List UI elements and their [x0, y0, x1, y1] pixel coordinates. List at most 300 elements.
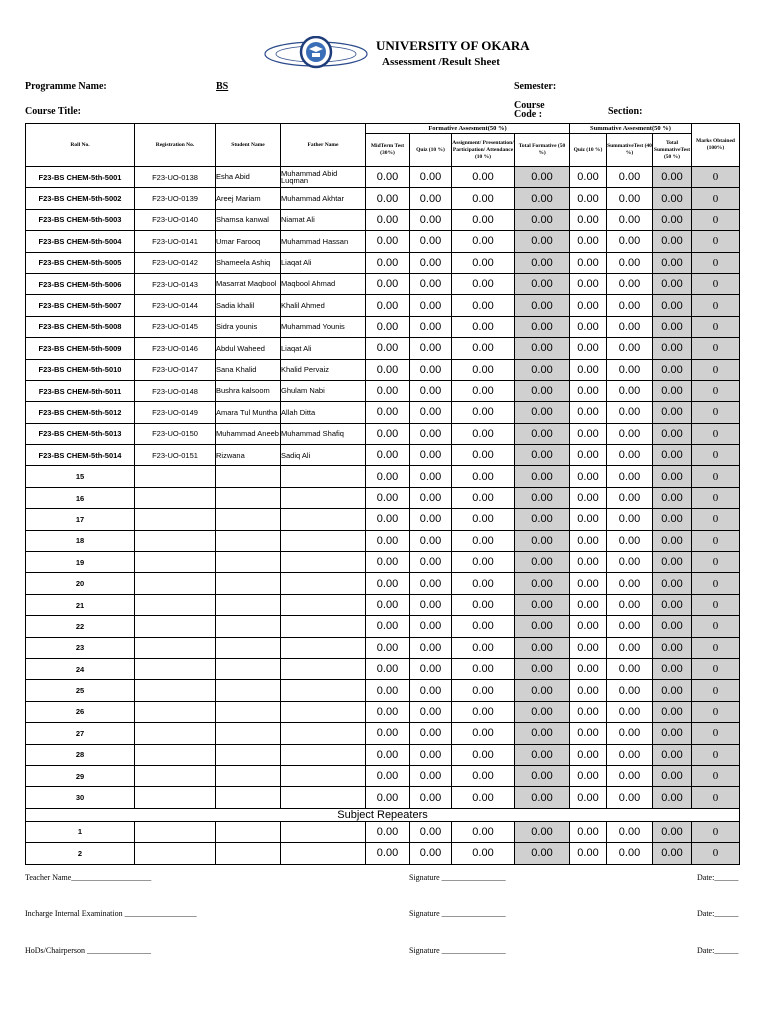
- roll-no-cell: 26: [26, 701, 135, 722]
- quiz-s-cell: 0.00: [570, 744, 607, 765]
- father-name-cell: [281, 637, 366, 658]
- roll-no-cell: F23-BS CHEM-5th-5013: [26, 423, 135, 444]
- total-formative-cell: 0.00: [515, 295, 570, 316]
- total-summative-cell: 0.00: [653, 723, 692, 744]
- student-rows: [26, 167, 740, 865]
- assignment-cell: 0.00: [452, 445, 515, 466]
- registration-no-cell: F23-UO-0142: [135, 252, 216, 273]
- midterm-cell: 0.00: [366, 466, 410, 487]
- total-summative-cell: 0.00: [653, 616, 692, 637]
- total-summative-cell: 0.00: [653, 295, 692, 316]
- quiz-s-cell: 0.00: [570, 765, 607, 786]
- marks-obtained-cell: 0: [692, 380, 740, 401]
- father-name-cell: Muhammad Younis: [281, 316, 366, 337]
- summative-test-cell: 0.00: [607, 252, 653, 273]
- total-summative-cell: 0.00: [653, 466, 692, 487]
- incharge-signature-line: Signature ________________: [409, 909, 506, 918]
- student-name-cell: Shamsa kanwal: [216, 209, 281, 230]
- quiz-s-cell: 0.00: [570, 723, 607, 744]
- assignment-cell: 0.00: [452, 188, 515, 209]
- midterm-cell: 0.00: [366, 167, 410, 188]
- summative-test-cell: 0.00: [607, 273, 653, 294]
- student-name-cell: Sana Khalid: [216, 359, 281, 380]
- registration-no-cell: [135, 594, 216, 615]
- roll-no-cell: F23-BS CHEM-5th-5001: [26, 167, 135, 188]
- assignment-cell: 0.00: [452, 380, 515, 401]
- table-row: [26, 295, 740, 316]
- student-name-cell: [216, 637, 281, 658]
- marks-obtained-cell: 0: [692, 445, 740, 466]
- summative-test-cell: 0.00: [607, 787, 653, 808]
- midterm-cell: 0.00: [366, 252, 410, 273]
- student-name-cell: [216, 573, 281, 594]
- table-row: [26, 423, 740, 444]
- registration-no-cell: F23-UO-0147: [135, 359, 216, 380]
- quiz-f-cell: 0.00: [410, 423, 452, 444]
- marks-obtained-cell: 0: [692, 359, 740, 380]
- midterm-cell: 0.00: [366, 701, 410, 722]
- quiz-f-cell: 0.00: [410, 701, 452, 722]
- section-label: Section:: [608, 106, 643, 117]
- quiz-f-cell: 0.00: [410, 658, 452, 679]
- table-row: [26, 723, 740, 744]
- quiz-s-cell: 0.00: [570, 167, 607, 188]
- midterm-cell: 0.00: [366, 423, 410, 444]
- table-row: [26, 637, 740, 658]
- registration-no-cell: F23-UO-0149: [135, 402, 216, 423]
- student-name-cell: Sadia khalil: [216, 295, 281, 316]
- marks-obtained-cell: 0: [692, 252, 740, 273]
- marks-obtained-cell: 0: [692, 402, 740, 423]
- student-name-cell: [216, 680, 281, 701]
- student-name-cell: Masarrat Maqbool: [216, 273, 281, 294]
- quiz-f-cell: 0.00: [410, 594, 452, 615]
- table-row: [26, 167, 740, 188]
- midterm-cell: 0.00: [366, 552, 410, 573]
- col-total-summative: Total SummativeTest (50 %): [653, 134, 692, 167]
- assignment-cell: 0.00: [452, 295, 515, 316]
- father-name-cell: Liaqat Ali: [281, 338, 366, 359]
- roll-no-cell: 17: [26, 509, 135, 530]
- sheet-subtitle: Assessment /Result Sheet: [382, 56, 500, 68]
- total-summative-cell: 0.00: [653, 487, 692, 508]
- marks-obtained-cell: 0: [692, 530, 740, 551]
- total-formative-cell: 0.00: [515, 423, 570, 444]
- father-name-cell: [281, 616, 366, 637]
- table-row: [26, 530, 740, 551]
- father-name-cell: [281, 744, 366, 765]
- registration-no-cell: [135, 723, 216, 744]
- summative-test-cell: 0.00: [607, 530, 653, 551]
- quiz-s-cell: 0.00: [570, 466, 607, 487]
- quiz-s-cell: 0.00: [570, 338, 607, 359]
- summative-test-cell: 0.00: [607, 701, 653, 722]
- table-row: [26, 509, 740, 530]
- midterm-cell: 0.00: [366, 380, 410, 401]
- midterm-cell: 0.00: [366, 209, 410, 230]
- registration-no-cell: [135, 552, 216, 573]
- quiz-f-cell: 0.00: [410, 252, 452, 273]
- summative-test-cell: 0.00: [607, 445, 653, 466]
- roll-no-cell: 29: [26, 765, 135, 786]
- midterm-cell: 0.00: [366, 594, 410, 615]
- father-name-cell: [281, 680, 366, 701]
- marks-obtained-cell: 0: [692, 787, 740, 808]
- quiz-f-cell: 0.00: [410, 509, 452, 530]
- registration-no-cell: [135, 658, 216, 679]
- roll-no-cell: F23-BS CHEM-5th-5014: [26, 445, 135, 466]
- total-summative-cell: 0.00: [653, 252, 692, 273]
- total-summative-cell: 0.00: [653, 167, 692, 188]
- registration-no-cell: F23-UO-0145: [135, 316, 216, 337]
- father-name-cell: [281, 787, 366, 808]
- assignment-cell: 0.00: [452, 616, 515, 637]
- assignment-cell: 0.00: [452, 423, 515, 444]
- student-name-cell: Umar Farooq: [216, 231, 281, 252]
- table-row: [26, 188, 740, 209]
- total-formative-cell: 0.00: [515, 843, 570, 864]
- total-formative-cell: 0.00: [515, 445, 570, 466]
- total-formative-cell: 0.00: [515, 765, 570, 786]
- total-formative-cell: 0.00: [515, 787, 570, 808]
- total-summative-cell: 0.00: [653, 188, 692, 209]
- quiz-f-cell: 0.00: [410, 209, 452, 230]
- registration-no-cell: F23-UO-0138: [135, 167, 216, 188]
- total-summative-cell: 0.00: [653, 680, 692, 701]
- total-formative-cell: 0.00: [515, 530, 570, 551]
- quiz-s-cell: 0.00: [570, 423, 607, 444]
- marks-obtained-cell: 0: [692, 338, 740, 359]
- marks-obtained-cell: 0: [692, 487, 740, 508]
- table-row: [26, 552, 740, 573]
- marks-obtained-cell: 0: [692, 680, 740, 701]
- summative-test-cell: 0.00: [607, 487, 653, 508]
- father-name-cell: [281, 821, 366, 842]
- roll-no-cell: 25: [26, 680, 135, 701]
- quiz-f-cell: 0.00: [410, 680, 452, 701]
- registration-no-cell: F23-UO-0140: [135, 209, 216, 230]
- midterm-cell: 0.00: [366, 530, 410, 551]
- summative-test-cell: 0.00: [607, 616, 653, 637]
- roll-no-cell: F23-BS CHEM-5th-5003: [26, 209, 135, 230]
- quiz-s-cell: 0.00: [570, 616, 607, 637]
- summative-test-cell: 0.00: [607, 843, 653, 864]
- roll-no-cell: F23-BS CHEM-5th-5009: [26, 338, 135, 359]
- quiz-s-cell: 0.00: [570, 295, 607, 316]
- total-formative-cell: 0.00: [515, 658, 570, 679]
- total-formative-cell: 0.00: [515, 701, 570, 722]
- quiz-f-cell: 0.00: [410, 765, 452, 786]
- roll-no-cell: 2: [26, 843, 135, 864]
- roll-no-cell: 18: [26, 530, 135, 551]
- total-formative-cell: 0.00: [515, 338, 570, 359]
- student-name-cell: [216, 466, 281, 487]
- marks-obtained-cell: 0: [692, 273, 740, 294]
- total-summative-cell: 0.00: [653, 530, 692, 551]
- total-formative-cell: 0.00: [515, 402, 570, 423]
- student-name-cell: [216, 744, 281, 765]
- total-summative-cell: 0.00: [653, 765, 692, 786]
- midterm-cell: 0.00: [366, 573, 410, 594]
- registration-no-cell: F23-UO-0141: [135, 231, 216, 252]
- table-row: [26, 402, 740, 423]
- registration-no-cell: [135, 530, 216, 551]
- table-row: [26, 594, 740, 615]
- total-summative-cell: 0.00: [653, 787, 692, 808]
- quiz-s-cell: 0.00: [570, 658, 607, 679]
- student-name-cell: [216, 843, 281, 864]
- quiz-s-cell: 0.00: [570, 231, 607, 252]
- total-summative-cell: 0.00: [653, 658, 692, 679]
- roll-no-cell: 30: [26, 787, 135, 808]
- table-row: [26, 231, 740, 252]
- total-formative-cell: 0.00: [515, 594, 570, 615]
- midterm-cell: 0.00: [366, 359, 410, 380]
- summative-test-cell: 0.00: [607, 637, 653, 658]
- student-name-cell: Shameela Ashiq: [216, 252, 281, 273]
- total-summative-cell: 0.00: [653, 359, 692, 380]
- father-name-cell: Liaqat Ali: [281, 252, 366, 273]
- midterm-cell: 0.00: [366, 487, 410, 508]
- col-father-name: Father Name: [281, 124, 366, 167]
- roll-no-cell: F23-BS CHEM-5th-5008: [26, 316, 135, 337]
- father-name-cell: [281, 573, 366, 594]
- father-name-cell: Muhammad Abid Luqman: [281, 167, 366, 188]
- assignment-cell: 0.00: [452, 573, 515, 594]
- summative-group-header: Summative Assesment(50 %): [570, 124, 692, 134]
- total-summative-cell: 0.00: [653, 423, 692, 444]
- table-row: [26, 273, 740, 294]
- father-name-cell: Khalid Pervaiz: [281, 359, 366, 380]
- quiz-s-cell: 0.00: [570, 380, 607, 401]
- father-name-cell: [281, 843, 366, 864]
- student-name-cell: [216, 487, 281, 508]
- father-name-cell: [281, 509, 366, 530]
- father-name-cell: Maqbool Ahmad: [281, 273, 366, 294]
- roll-no-cell: F23-BS CHEM-5th-5006: [26, 273, 135, 294]
- roll-no-cell: F23-BS CHEM-5th-5005: [26, 252, 135, 273]
- university-seal-icon: [264, 36, 368, 72]
- student-name-cell: Rizwana: [216, 445, 281, 466]
- father-name-cell: Muhammad Shafiq: [281, 423, 366, 444]
- roll-no-cell: 23: [26, 637, 135, 658]
- course-code-label: Course Code :: [514, 100, 545, 120]
- summative-test-cell: 0.00: [607, 466, 653, 487]
- total-formative-cell: 0.00: [515, 252, 570, 273]
- midterm-cell: 0.00: [366, 637, 410, 658]
- quiz-s-cell: 0.00: [570, 530, 607, 551]
- total-summative-cell: 0.00: [653, 573, 692, 594]
- registration-no-cell: [135, 843, 216, 864]
- registration-no-cell: [135, 744, 216, 765]
- registration-no-cell: [135, 616, 216, 637]
- col-summative-test: SummativeTest (40 %): [607, 134, 653, 167]
- student-name-cell: [216, 723, 281, 744]
- table-row: [26, 359, 740, 380]
- incharge-date-line: Date:______: [697, 909, 739, 918]
- quiz-s-cell: 0.00: [570, 402, 607, 423]
- quiz-s-cell: 0.00: [570, 843, 607, 864]
- marks-obtained-cell: 0: [692, 209, 740, 230]
- student-name-cell: Areej Mariam: [216, 188, 281, 209]
- quiz-s-cell: 0.00: [570, 573, 607, 594]
- student-name-cell: [216, 509, 281, 530]
- registration-no-cell: F23-UO-0143: [135, 273, 216, 294]
- total-formative-cell: 0.00: [515, 680, 570, 701]
- table-row: [26, 487, 740, 508]
- marks-obtained-cell: 0: [692, 765, 740, 786]
- registration-no-cell: [135, 466, 216, 487]
- marks-obtained-cell: 0: [692, 295, 740, 316]
- marks-obtained-cell: 0: [692, 509, 740, 530]
- midterm-cell: 0.00: [366, 821, 410, 842]
- summative-test-cell: 0.00: [607, 573, 653, 594]
- summative-test-cell: 0.00: [607, 680, 653, 701]
- summative-test-cell: 0.00: [607, 744, 653, 765]
- summative-test-cell: 0.00: [607, 167, 653, 188]
- semester-label: Semester:: [514, 81, 557, 92]
- quiz-s-cell: 0.00: [570, 252, 607, 273]
- registration-no-cell: [135, 765, 216, 786]
- total-formative-cell: 0.00: [515, 821, 570, 842]
- quiz-f-cell: 0.00: [410, 637, 452, 658]
- midterm-cell: 0.00: [366, 787, 410, 808]
- student-name-cell: [216, 552, 281, 573]
- student-name-cell: [216, 787, 281, 808]
- roll-no-cell: F23-BS CHEM-5th-5011: [26, 380, 135, 401]
- summative-test-cell: 0.00: [607, 423, 653, 444]
- father-name-cell: [281, 701, 366, 722]
- total-summative-cell: 0.00: [653, 380, 692, 401]
- col-total-formative: Total Formative (50 %): [515, 134, 570, 167]
- quiz-s-cell: 0.00: [570, 787, 607, 808]
- registration-no-cell: F23-UO-0146: [135, 338, 216, 359]
- quiz-f-cell: 0.00: [410, 167, 452, 188]
- total-summative-cell: 0.00: [653, 209, 692, 230]
- father-name-cell: [281, 552, 366, 573]
- total-summative-cell: 0.00: [653, 821, 692, 842]
- marks-obtained-cell: 0: [692, 744, 740, 765]
- quiz-f-cell: 0.00: [410, 273, 452, 294]
- hod-date-line: Date:______: [697, 946, 739, 955]
- incharge-line: Incharge Internal Examination __________________: [25, 909, 197, 918]
- assignment-cell: 0.00: [452, 594, 515, 615]
- summative-test-cell: 0.00: [607, 658, 653, 679]
- col-registration-no: Registration No.: [135, 124, 216, 167]
- quiz-f-cell: 0.00: [410, 316, 452, 337]
- student-name-cell: Sidra younis: [216, 316, 281, 337]
- marks-obtained-cell: 0: [692, 821, 740, 842]
- assignment-cell: 0.00: [452, 338, 515, 359]
- total-formative-cell: 0.00: [515, 209, 570, 230]
- teacher-date-line: Date:______: [697, 873, 739, 882]
- assignment-cell: 0.00: [452, 231, 515, 252]
- marks-obtained-cell: 0: [692, 594, 740, 615]
- father-name-cell: [281, 765, 366, 786]
- registration-no-cell: [135, 487, 216, 508]
- course-title-label: Course Title:: [25, 106, 82, 117]
- table-row: [26, 616, 740, 637]
- midterm-cell: 0.00: [366, 744, 410, 765]
- marks-obtained-cell: 0: [692, 231, 740, 252]
- roll-no-cell: 15: [26, 466, 135, 487]
- student-name-cell: [216, 616, 281, 637]
- midterm-cell: 0.00: [366, 680, 410, 701]
- registration-no-cell: F23-UO-0148: [135, 380, 216, 401]
- student-name-cell: [216, 658, 281, 679]
- summative-test-cell: 0.00: [607, 552, 653, 573]
- midterm-cell: 0.00: [366, 231, 410, 252]
- table-row: [26, 765, 740, 786]
- programme-label: Programme Name:: [25, 81, 107, 92]
- total-summative-cell: 0.00: [653, 552, 692, 573]
- university-name: UNIVERSITY OF OKARA: [376, 38, 530, 53]
- assignment-cell: 0.00: [452, 843, 515, 864]
- total-summative-cell: 0.00: [653, 402, 692, 423]
- assignment-cell: 0.00: [452, 209, 515, 230]
- quiz-f-cell: 0.00: [410, 843, 452, 864]
- midterm-cell: 0.00: [366, 658, 410, 679]
- subject-repeaters-label: Subject Repeaters: [26, 808, 740, 821]
- total-summative-cell: 0.00: [653, 701, 692, 722]
- quiz-f-cell: 0.00: [410, 338, 452, 359]
- roll-no-cell: 16: [26, 487, 135, 508]
- assignment-cell: 0.00: [452, 487, 515, 508]
- quiz-s-cell: 0.00: [570, 680, 607, 701]
- quiz-f-cell: 0.00: [410, 616, 452, 637]
- quiz-s-cell: 0.00: [570, 552, 607, 573]
- registration-no-cell: [135, 573, 216, 594]
- assignment-cell: 0.00: [452, 744, 515, 765]
- registration-no-cell: F23-UO-0150: [135, 423, 216, 444]
- quiz-f-cell: 0.00: [410, 295, 452, 316]
- midterm-cell: 0.00: [366, 338, 410, 359]
- table-row: [26, 209, 740, 230]
- summative-test-cell: 0.00: [607, 209, 653, 230]
- roll-no-cell: F23-BS CHEM-5th-5002: [26, 188, 135, 209]
- registration-no-cell: [135, 680, 216, 701]
- assignment-cell: 0.00: [452, 787, 515, 808]
- quiz-s-cell: 0.00: [570, 637, 607, 658]
- father-name-cell: Allah Ditta: [281, 402, 366, 423]
- col-roll-no: Roll No.: [26, 124, 135, 167]
- quiz-s-cell: 0.00: [570, 273, 607, 294]
- total-formative-cell: 0.00: [515, 723, 570, 744]
- student-name-cell: Abdul Waheed: [216, 338, 281, 359]
- quiz-s-cell: 0.00: [570, 209, 607, 230]
- registration-no-cell: [135, 787, 216, 808]
- table-row: [26, 744, 740, 765]
- midterm-cell: 0.00: [366, 616, 410, 637]
- father-name-cell: [281, 723, 366, 744]
- roll-no-cell: F23-BS CHEM-5th-5007: [26, 295, 135, 316]
- registration-no-cell: [135, 701, 216, 722]
- col-quiz-summative: Quiz (10 %): [570, 134, 607, 167]
- total-summative-cell: 0.00: [653, 231, 692, 252]
- registration-no-cell: F23-UO-0139: [135, 188, 216, 209]
- assignment-cell: 0.00: [452, 765, 515, 786]
- assignment-cell: 0.00: [452, 552, 515, 573]
- summative-test-cell: 0.00: [607, 821, 653, 842]
- total-summative-cell: 0.00: [653, 316, 692, 337]
- total-summative-cell: 0.00: [653, 637, 692, 658]
- quiz-f-cell: 0.00: [410, 380, 452, 401]
- quiz-f-cell: 0.00: [410, 573, 452, 594]
- quiz-s-cell: 0.00: [570, 821, 607, 842]
- registration-no-cell: [135, 821, 216, 842]
- summative-test-cell: 0.00: [607, 402, 653, 423]
- programme-value: BS: [216, 81, 229, 92]
